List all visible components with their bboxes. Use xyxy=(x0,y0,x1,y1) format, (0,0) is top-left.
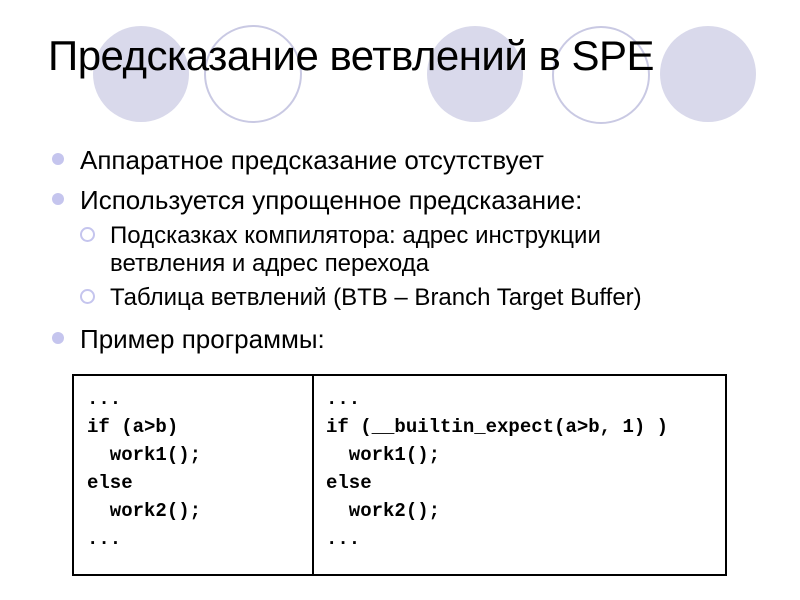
code-line: else xyxy=(87,472,133,494)
bullet-text: Аппаратное предсказание отсутствует xyxy=(80,145,544,175)
bullet-item xyxy=(52,145,544,175)
code-line: if (__builtin_expect(a>b, 1) ) xyxy=(326,416,669,438)
code-line: ... xyxy=(326,528,361,550)
code-table xyxy=(72,374,727,576)
code-line: else xyxy=(326,472,372,494)
code-line: if (a>b) xyxy=(87,416,179,438)
sub-bullet-text: Таблица ветвлений (BTB – Branch Target Buffer) xyxy=(110,284,642,311)
sub-bullet-ring-icon xyxy=(80,289,95,304)
bullet-dot-icon xyxy=(52,153,64,165)
sub-bullet-item xyxy=(80,284,740,312)
code-cell-right xyxy=(314,376,725,574)
bullet-text: Пример программы: xyxy=(80,324,325,354)
code-line: ... xyxy=(326,388,361,410)
bullet-item xyxy=(52,185,582,215)
code-line: ... xyxy=(87,388,122,410)
bullet-dot-icon xyxy=(52,193,64,205)
bullet-item xyxy=(52,324,325,354)
sub-bullet-ring-icon xyxy=(80,227,95,242)
bullet-dot-icon xyxy=(52,332,64,344)
code-line: work1(); xyxy=(87,444,202,466)
bullet-text: Используется упрощенное предсказание: xyxy=(80,185,583,215)
sub-bullet-item xyxy=(80,222,625,278)
code-line: work2(); xyxy=(326,500,441,522)
slide-title: Предсказание ветвлений в SPE xyxy=(48,32,655,79)
code-line: work1(); xyxy=(326,444,441,466)
code-line: work2(); xyxy=(87,500,202,522)
sub-bullet-text: Подсказках компилятора: адрес инструкции ветвления и адрес перехода xyxy=(110,222,601,277)
code-line: ... xyxy=(87,528,122,550)
code-cell-left xyxy=(74,376,314,574)
